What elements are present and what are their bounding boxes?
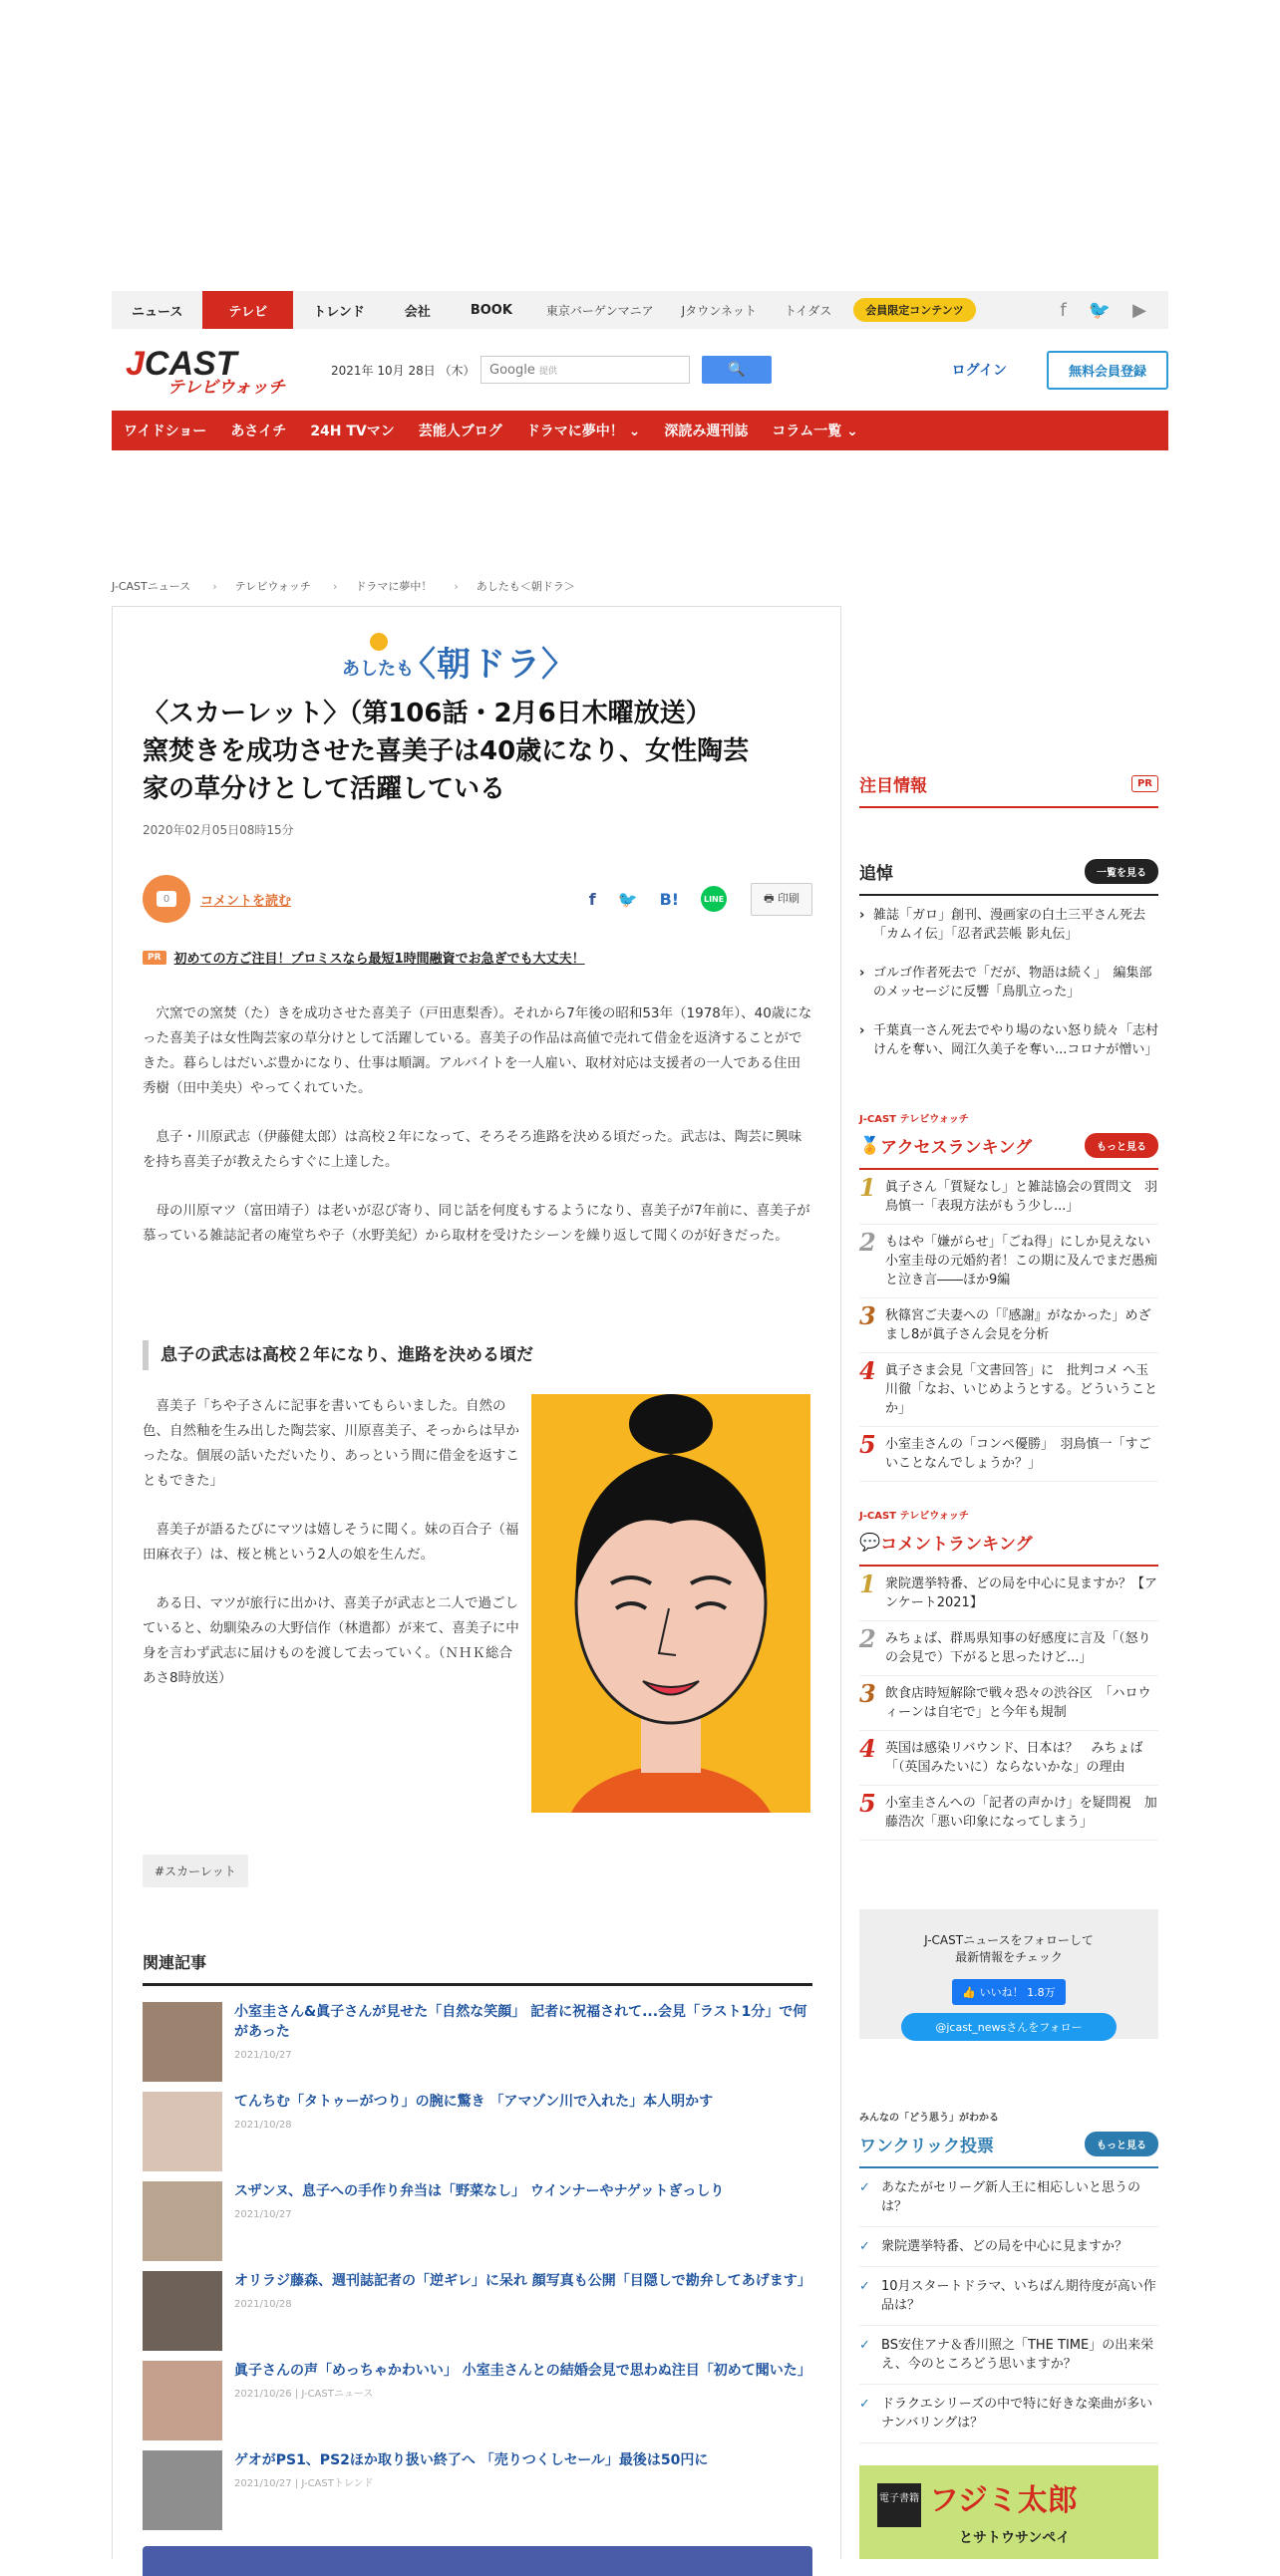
facebook-share-icon[interactable]: f xyxy=(588,889,596,909)
social-links xyxy=(1060,300,1168,321)
sun-icon xyxy=(370,633,388,651)
related-thumbnail xyxy=(143,2002,222,2082)
comment-ranking-heading: 💬 コメントランキング xyxy=(859,1530,1158,1567)
related-thumbnail xyxy=(143,2092,222,2171)
related-heading: 関連記事 xyxy=(143,1950,812,1986)
cat-column[interactable]: コラム一覧 ⌄ xyxy=(772,424,858,439)
nav-news[interactable]: ニュース xyxy=(132,304,183,320)
article xyxy=(112,606,841,2559)
article-subheading: 息子の武志は高校２年になり、進路を決める頃だ xyxy=(143,1340,812,1370)
cat-weekly[interactable]: 深読み週刊誌 xyxy=(664,424,749,439)
access-rank-item[interactable]: 5 小室圭さんの「コンペ優勝」 羽鳥慎一「すごいことなんでしょうか？」 xyxy=(859,1427,1158,1482)
twitter-icon[interactable]: 🐦 xyxy=(1088,299,1112,321)
crumb-asadora[interactable]: › あしたも＜朝ドラ＞ xyxy=(454,578,574,594)
twitter-follow-button[interactable]: @jcast_newsさんをフォロー xyxy=(901,2013,1117,2041)
comment-rank-item[interactable]: 5 小室圭さんへの「記者の声かけ」を疑問視 加藤浩次「悪い印象になってしまう」 xyxy=(859,1786,1158,1841)
notice-section xyxy=(859,771,1158,808)
tag-scarlet[interactable]: #スカーレット xyxy=(143,1855,248,1887)
memorial-more-button[interactable]: 一覧を見る xyxy=(1085,859,1158,884)
nav-company[interactable]: 会社 xyxy=(404,304,431,320)
search-button[interactable] xyxy=(702,356,772,384)
twitter-share-icon[interactable]: 🐦 xyxy=(617,889,638,909)
crumb-jcast[interactable]: J-CASTニュース xyxy=(112,580,191,593)
print-button[interactable]: 🖶 印刷 xyxy=(751,883,812,916)
login-link[interactable]: ログイン xyxy=(951,363,1007,379)
related-thumbnail xyxy=(143,2361,222,2440)
nav-bargain[interactable]: 東京バーゲンマニア xyxy=(545,303,654,318)
access-more-button[interactable]: もっと見る xyxy=(1085,1133,1158,1158)
related-item[interactable]: てんちむ「タトゥーがつり」の腕に驚き 「アマゾン川で入れた」本人明かす 2021/10/28 xyxy=(143,2092,812,2173)
pr-link[interactable]: PR 初めての方ご注目！プロミスなら最短1時間融資でお急ぎでも大丈夫！ xyxy=(143,948,812,967)
vote-item[interactable]: ✓ 10月スタートドラマ、いちばん期待度が高い作品は？ xyxy=(859,2267,1158,2326)
vote-item[interactable]: ✓ あなたがセリーグ新人王に相応しいと思うのは？ xyxy=(859,2168,1158,2227)
share-buttons xyxy=(589,886,727,912)
jcast-logo[interactable]: JCAST テレビウォッチ xyxy=(126,345,285,398)
memorial-item[interactable]: › 千葉真一さん死去でやり場のない怒り続々「志村けんを奪い、岡江久美子を奪い...コロナが憎い」 xyxy=(859,1011,1158,1069)
breadcrumb xyxy=(112,578,1168,594)
vote-more-button[interactable]: もっと見る xyxy=(1085,2132,1158,2156)
youtube-icon[interactable]: ▶ xyxy=(1132,299,1146,321)
search-input[interactable]: Google 提供 xyxy=(480,356,690,384)
site-header xyxy=(112,335,1168,405)
vote-section: みんなの「どう思う」がわかる ワンクリック投票 もっと見る ✓ あなたがセリーグ新人王に相応しいと思うのは？ ✓ 衆院選挙特番、どの局を中心に見ますか？ ✓ 10月スタートドラマ、いちばん期待度が高い作品は？ ✓ BS安住アナ＆香川照之「THE TIME」の出来栄え、今のところどう思いますか？ ✓ ドラクエシリーズの中で特に好きな楽曲が多いナンバリングは？ xyxy=(859,2109,1158,2443)
facebook-banner[interactable] xyxy=(143,2546,812,2576)
related-thumbnail xyxy=(143,2450,222,2530)
access-ranking-section: J-CAST テレビウォッチ 🏅 アクセスランキング もっと見る 1 眞子さん「質疑なし」と雑誌協会の質問文 羽鳥慎一「表現方法がもう少し...」 2 もはや「嫌がらせ」「ごね得」にしか見えない小室圭母の元婚約者！この期に及んでまだ愚痴と泣き言――ほか9編 3 秋篠宮ご夫妻への「『感謝』がなかった」めざまし8が眞子さん会見を分析 4 眞子さま会見「文書回答」に 批判コメ へ玉川徹「なお、いじめようとする。どういうことか」 5 小室圭さんの「コンペ優勝」 羽鳥慎一「すごいことなんでしょうか？」 xyxy=(859,1110,1158,1482)
line-share-icon[interactable]: LINE xyxy=(701,886,727,912)
memorial-heading: 追悼 一覧を見る xyxy=(859,859,1158,896)
cat-blog[interactable]: 芸能人ブログ xyxy=(418,424,502,439)
memorial-item[interactable]: › 雑誌「ガロ」創刊、漫画家の白土三平さん死去 「カムイ伝」「忍者武芸帳 影丸伝」 xyxy=(859,896,1158,954)
related-item[interactable]: ゲオがPS1、PS2ほか取り扱い終了へ 「売りつくしセール」最後は50円に 2021/10/27 | J-CASTトレンド xyxy=(143,2450,812,2532)
related-item[interactable]: オリラジ藤森、週刊誌記者の「逆ギレ」に呆れ 顔写真も公開「目隠しで勘弁してあげます」 2021/10/28 xyxy=(143,2271,812,2353)
speech-bubble-icon: 💬 xyxy=(859,1532,881,1553)
access-ranking-heading: 🏅 アクセスランキング もっと見る xyxy=(859,1133,1158,1170)
access-rank-item[interactable]: 1 眞子さん「質疑なし」と雑誌協会の質問文 羽鳥慎一「表現方法がもう少し...」 xyxy=(859,1170,1158,1225)
asadora-banner: あしたも 〈朝ドラ〉 xyxy=(342,637,581,687)
cat-wideshow[interactable]: ワイドショー xyxy=(124,424,207,439)
nav-book[interactable]: BOOK xyxy=(470,302,512,318)
related-item[interactable]: 眞子さんの声「めっちゃかわいい」 小室圭さんとの結婚会見で思わぬ注目「初めて聞いた」 2021/10/26 | J-CASTニュース xyxy=(143,2361,812,2442)
article-body: 穴窯での窯焚（た）きを成功させた喜美子（戸田恵梨香）。それから7年後の昭和53年（1978年）、40歳になった喜美子は女性陶芸家の草分けとして活躍している。喜美子の作品は高値で売れて借金を返済することができた。暮らしはだいぶ豊かになり、仕事は順調。アルバイトを一人雇い、取材対応は支援者の一人である住田秀樹（田中美央）やってくれていた。 息子・川原武志（伊藤健太郎）は高校２年になって、そろそろ進路を決める頃だった。武志は、陶芸に興味を持ち喜美子が教えたらすぐに上達した。 母の川原マツ（富田靖子）は老いが忍び寄り、同じ話を何度もするようになり、喜美子が7年前に、喜美子が慕っている雑誌記者の庵堂ちや子（水野美紀）から取材を受けたシーンを繰り返して聞くのが好きだった。 xyxy=(143,1005,812,1244)
comment-icon[interactable]: 0 xyxy=(143,875,190,923)
related-thumbnail xyxy=(143,2271,222,2351)
comment-ranking-section: J-CAST テレビウォッチ 💬 コメントランキング 1 衆院選挙特番、どの局を中心に見ますか？【アンケート2021】 2 みちょば、群馬県知事の好感度に言及「（怒りの会見で）下がると思ったけど...」 3 飲食店時短解除で戦々恐々の渋谷区 「ハロウィーンは自宅で」と今年も規制 4 英国は感染リバウンド、日本は？ みちょば「（英国みたいに）ならないかな」の理由 5 小室圭さんへの「記者の声かけ」を疑問視 加藤浩次「悪い印象になってしまう」 xyxy=(859,1507,1158,1841)
access-rank-item[interactable]: 4 眞子さま会見「文書回答」に 批判コメ へ玉川徹「なお、いじめようとする。どういうことか」 xyxy=(859,1353,1158,1427)
member-content-badge[interactable]: 会員限定コンテンツ xyxy=(853,298,975,322)
hatena-share-icon[interactable]: B! xyxy=(659,889,680,909)
notice-heading: 注目情報 PR xyxy=(859,771,1158,808)
article-tools xyxy=(143,874,812,924)
comment-rank-item[interactable]: 2 みちょば、群馬県知事の好感度に言及「（怒りの会見で）下がると思ったけど...」 xyxy=(859,1621,1158,1676)
crumb-drama[interactable]: › ドラマに夢中！ xyxy=(333,578,432,594)
memorial-item[interactable]: › ゴルゴ作者死去で「だが、物語は続く」 編集部のメッセージに反響「鳥肌立った」 xyxy=(859,954,1158,1011)
printer-icon: 🖶 xyxy=(764,891,778,905)
follow-box: J-CASTニュースをフォローして 最新情報をチェック 👍 いいね！ 1.8万 @jcast_newsさんをフォロー xyxy=(859,1909,1158,2039)
header-date: 2021年 10月 28日 （木） xyxy=(331,363,476,378)
related-item[interactable]: スザンヌ、息子への手作り弁当は「野菜なし」 ウインナーやナゲットぎっしり 2021/10/27 xyxy=(143,2181,812,2263)
search-icon: 🔍 xyxy=(728,362,746,378)
comment-rank-item[interactable]: 1 衆院選挙特番、どの局を中心に見ますか？【アンケート2021】 xyxy=(859,1567,1158,1621)
character-illustration xyxy=(531,1394,810,1813)
facebook-like-button[interactable]: 👍 いいね！ 1.8万 xyxy=(952,1979,1065,2005)
nav-tv[interactable]: テレビ xyxy=(202,291,293,329)
access-rank-item[interactable]: 2 もはや「嫌がらせ」「ごね得」にしか見えない小室圭母の元婚約者！この期に及んでまだ愚痴と泣き言――ほか9編 xyxy=(859,1225,1158,1298)
article-title: 〈スカーレット〉（第106話・2月6日木曜放送） 窯焚きを成功させた喜美子は40歳になり、女性陶芸 家の草分けとして活躍している xyxy=(143,699,750,804)
cat-24htv[interactable]: 24H TVマン xyxy=(310,424,395,439)
register-button[interactable]: 無料会員登録 xyxy=(1047,351,1168,390)
vote-item[interactable]: ✓ BS安住アナ＆香川照之「THE TIME」の出来栄え、今のところどう思いますか？ xyxy=(859,2326,1158,2385)
comment-rank-item[interactable]: 4 英国は感染リバウンド、日本は？ みちょば「（英国みたいに）ならないかな」の理由 xyxy=(859,1731,1158,1786)
nav-toydas[interactable]: トイダス xyxy=(784,303,832,318)
crumb-tvwatch[interactable]: › テレビウォッチ xyxy=(212,578,311,594)
vote-item[interactable]: ✓ ドラクエシリーズの中で特に好きな楽曲が多いナンバリングは？ xyxy=(859,2385,1158,2443)
vote-item[interactable]: ✓ 衆院選挙特番、どの局を中心に見ますか？ xyxy=(859,2227,1158,2267)
cat-asaichi[interactable]: あさイチ xyxy=(230,424,287,439)
cat-drama[interactable]: ドラマに夢中！ ⌄ xyxy=(525,424,641,439)
nav-jtown[interactable]: Jタウンネット xyxy=(681,303,757,318)
read-comments-link[interactable]: コメントを読む xyxy=(200,893,292,909)
vote-heading: ワンクリック投票 もっと見る xyxy=(859,2132,1158,2168)
related-thumbnail xyxy=(143,2181,222,2261)
comment-rank-item[interactable]: 3 飲食店時短解除で戦々恐々の渋谷区 「ハロウィーンは自宅で」と今年も規制 xyxy=(859,1676,1158,1731)
article-body-2: 喜美子「ちや子さんに記事を書いてもらいました。自然の色、自然釉を生み出した陶芸家、川原喜美子、そっからは早かったな。個展の話いただいたり、あっという間に借金を返すこともできた」 喜美子が語るたびにマツは嬉しそうに聞く。妹の百合子（福田麻衣子）は、桜と桃という2人の娘を生んだ。 ある日、マツが旅行に出かけ、喜美子が武志と二人で過ごしていると、幼馴染みの大野信作（林遣都）が来て、喜美子に中身を言わず武志に届けものを渡して去っていく。（ＮＨＫ総合あさ8時放送） xyxy=(143,1398,519,1686)
category-nav xyxy=(112,411,1168,450)
ranking-icon: 🏅 xyxy=(859,1135,881,1156)
publish-date: 2020年02月05日08時15分 xyxy=(143,823,294,837)
nav-trend[interactable]: トレンド xyxy=(313,304,365,320)
fujimi-ad[interactable]: 電子書籍 フジミ太郎 とサトウサンペイ xyxy=(859,2465,1158,2559)
memorial-section xyxy=(859,859,1158,1069)
access-rank-item[interactable]: 3 秋篠宮ご夫妻への「『感謝』がなかった」めざまし8が眞子さん会見を分析 xyxy=(859,1298,1158,1353)
top-nav xyxy=(112,291,1168,329)
facebook-icon[interactable]: f xyxy=(1060,299,1067,321)
related-item[interactable]: 小室圭さん&眞子さんが見せた「自然な笑顔」 記者に祝福されて...会見「ラスト1分」で何があった 2021/10/27 xyxy=(143,2002,812,2084)
